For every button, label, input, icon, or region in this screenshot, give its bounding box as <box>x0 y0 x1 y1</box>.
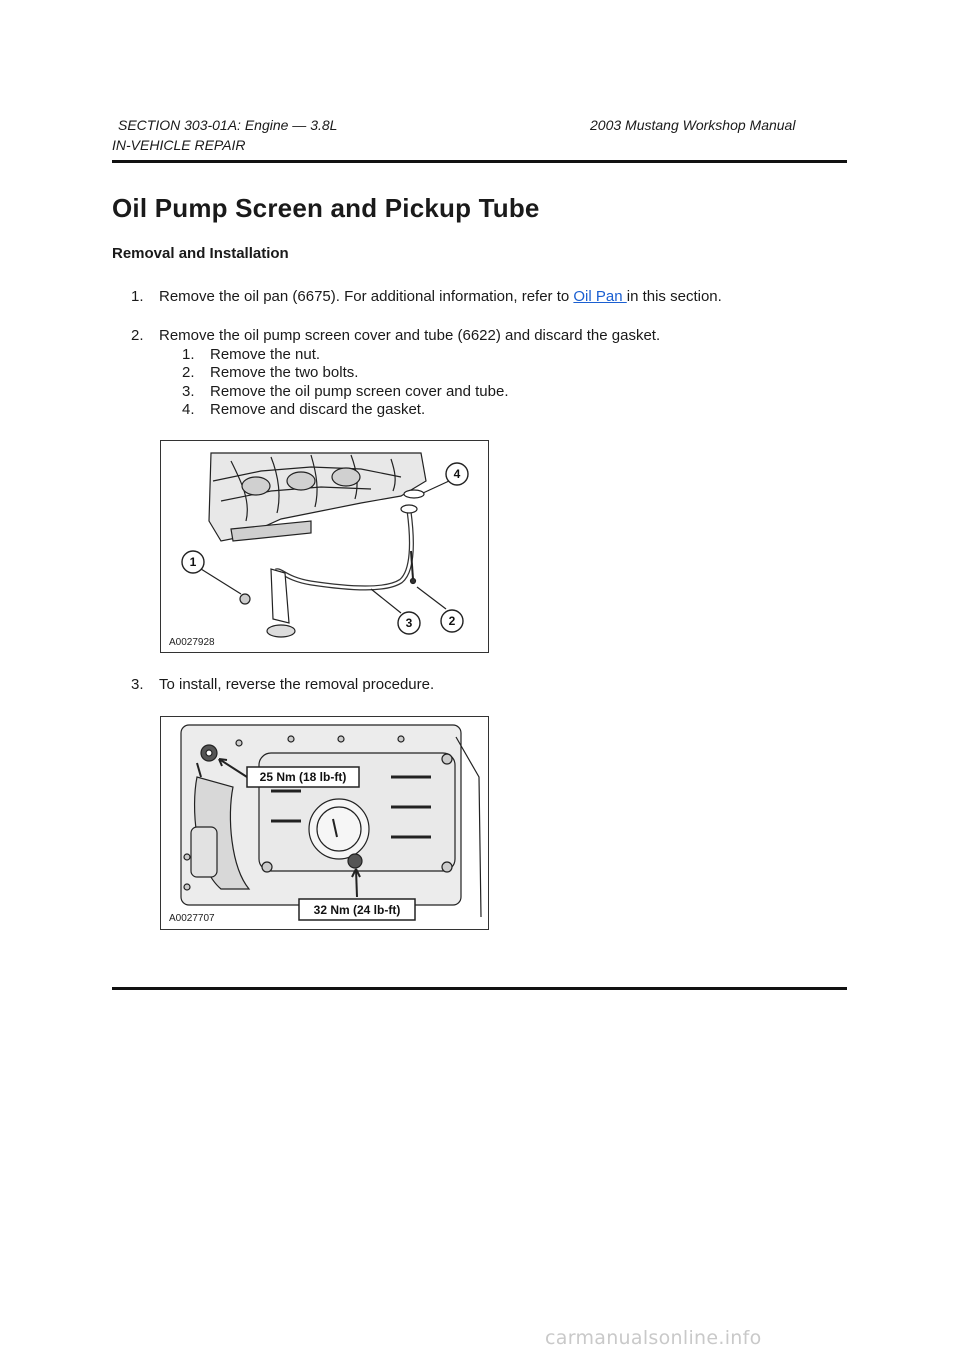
step-text: To install, reverse the removal procedure. <box>159 676 435 693</box>
watermark-text: carmanualsonline.info <box>545 1327 762 1349</box>
step-number: 1. <box>131 288 144 305</box>
callout-3: 3 <box>405 616 413 630</box>
substep-text: Remove the two bolts. <box>210 364 359 381</box>
oil-pan-link[interactable]: Oil Pan <box>573 288 627 305</box>
substep-number: 3. <box>182 383 195 400</box>
substep-number: 1. <box>182 346 195 363</box>
figure-torque-specs <box>160 716 489 930</box>
callout-4: 4 <box>453 467 461 481</box>
header-divider <box>112 160 847 163</box>
footer-divider <box>112 987 847 990</box>
page-title: Oil Pump Screen and Pickup Tube <box>112 193 540 223</box>
substep-text: Remove and discard the gasket. <box>210 401 426 418</box>
substep-number: 2. <box>182 364 195 381</box>
step-text <box>159 288 722 305</box>
substep-text: Remove the nut. <box>210 346 321 363</box>
torque-label-bottom: 32 Nm (24 lb-ft) <box>313 903 401 917</box>
figure-oil-pickup-removal <box>160 440 489 653</box>
callout-2: 2 <box>448 614 456 628</box>
oil-pickup-illustration <box>161 441 488 652</box>
figure-id: A0027928 <box>169 637 215 648</box>
step-text-after: in this section. <box>626 288 722 305</box>
torque-illustration <box>161 717 488 929</box>
substep-number: 4. <box>182 401 195 418</box>
header-section: SECTION 303-01A: Engine — 3.8L <box>118 117 338 133</box>
step-text: Remove the oil pump screen cover and tube (6622) and discard the gasket. <box>159 327 661 344</box>
section-subtitle: Removal and Installation <box>112 245 289 262</box>
torque-label-top: 25 Nm (18 lb-ft) <box>259 770 347 784</box>
step-text-before: Remove the oil pan (6675). For additional information, refer to <box>159 288 574 305</box>
step-number: 3. <box>131 676 144 693</box>
header-manual-title: 2003 Mustang Workshop Manual <box>590 117 796 133</box>
figure-id: A0027707 <box>169 913 215 924</box>
step-number: 2. <box>131 327 144 344</box>
substep-text: Remove the oil pump screen cover and tube. <box>210 383 509 400</box>
callout-1: 1 <box>189 555 197 569</box>
header-subsection: IN-VEHICLE REPAIR <box>112 137 246 153</box>
